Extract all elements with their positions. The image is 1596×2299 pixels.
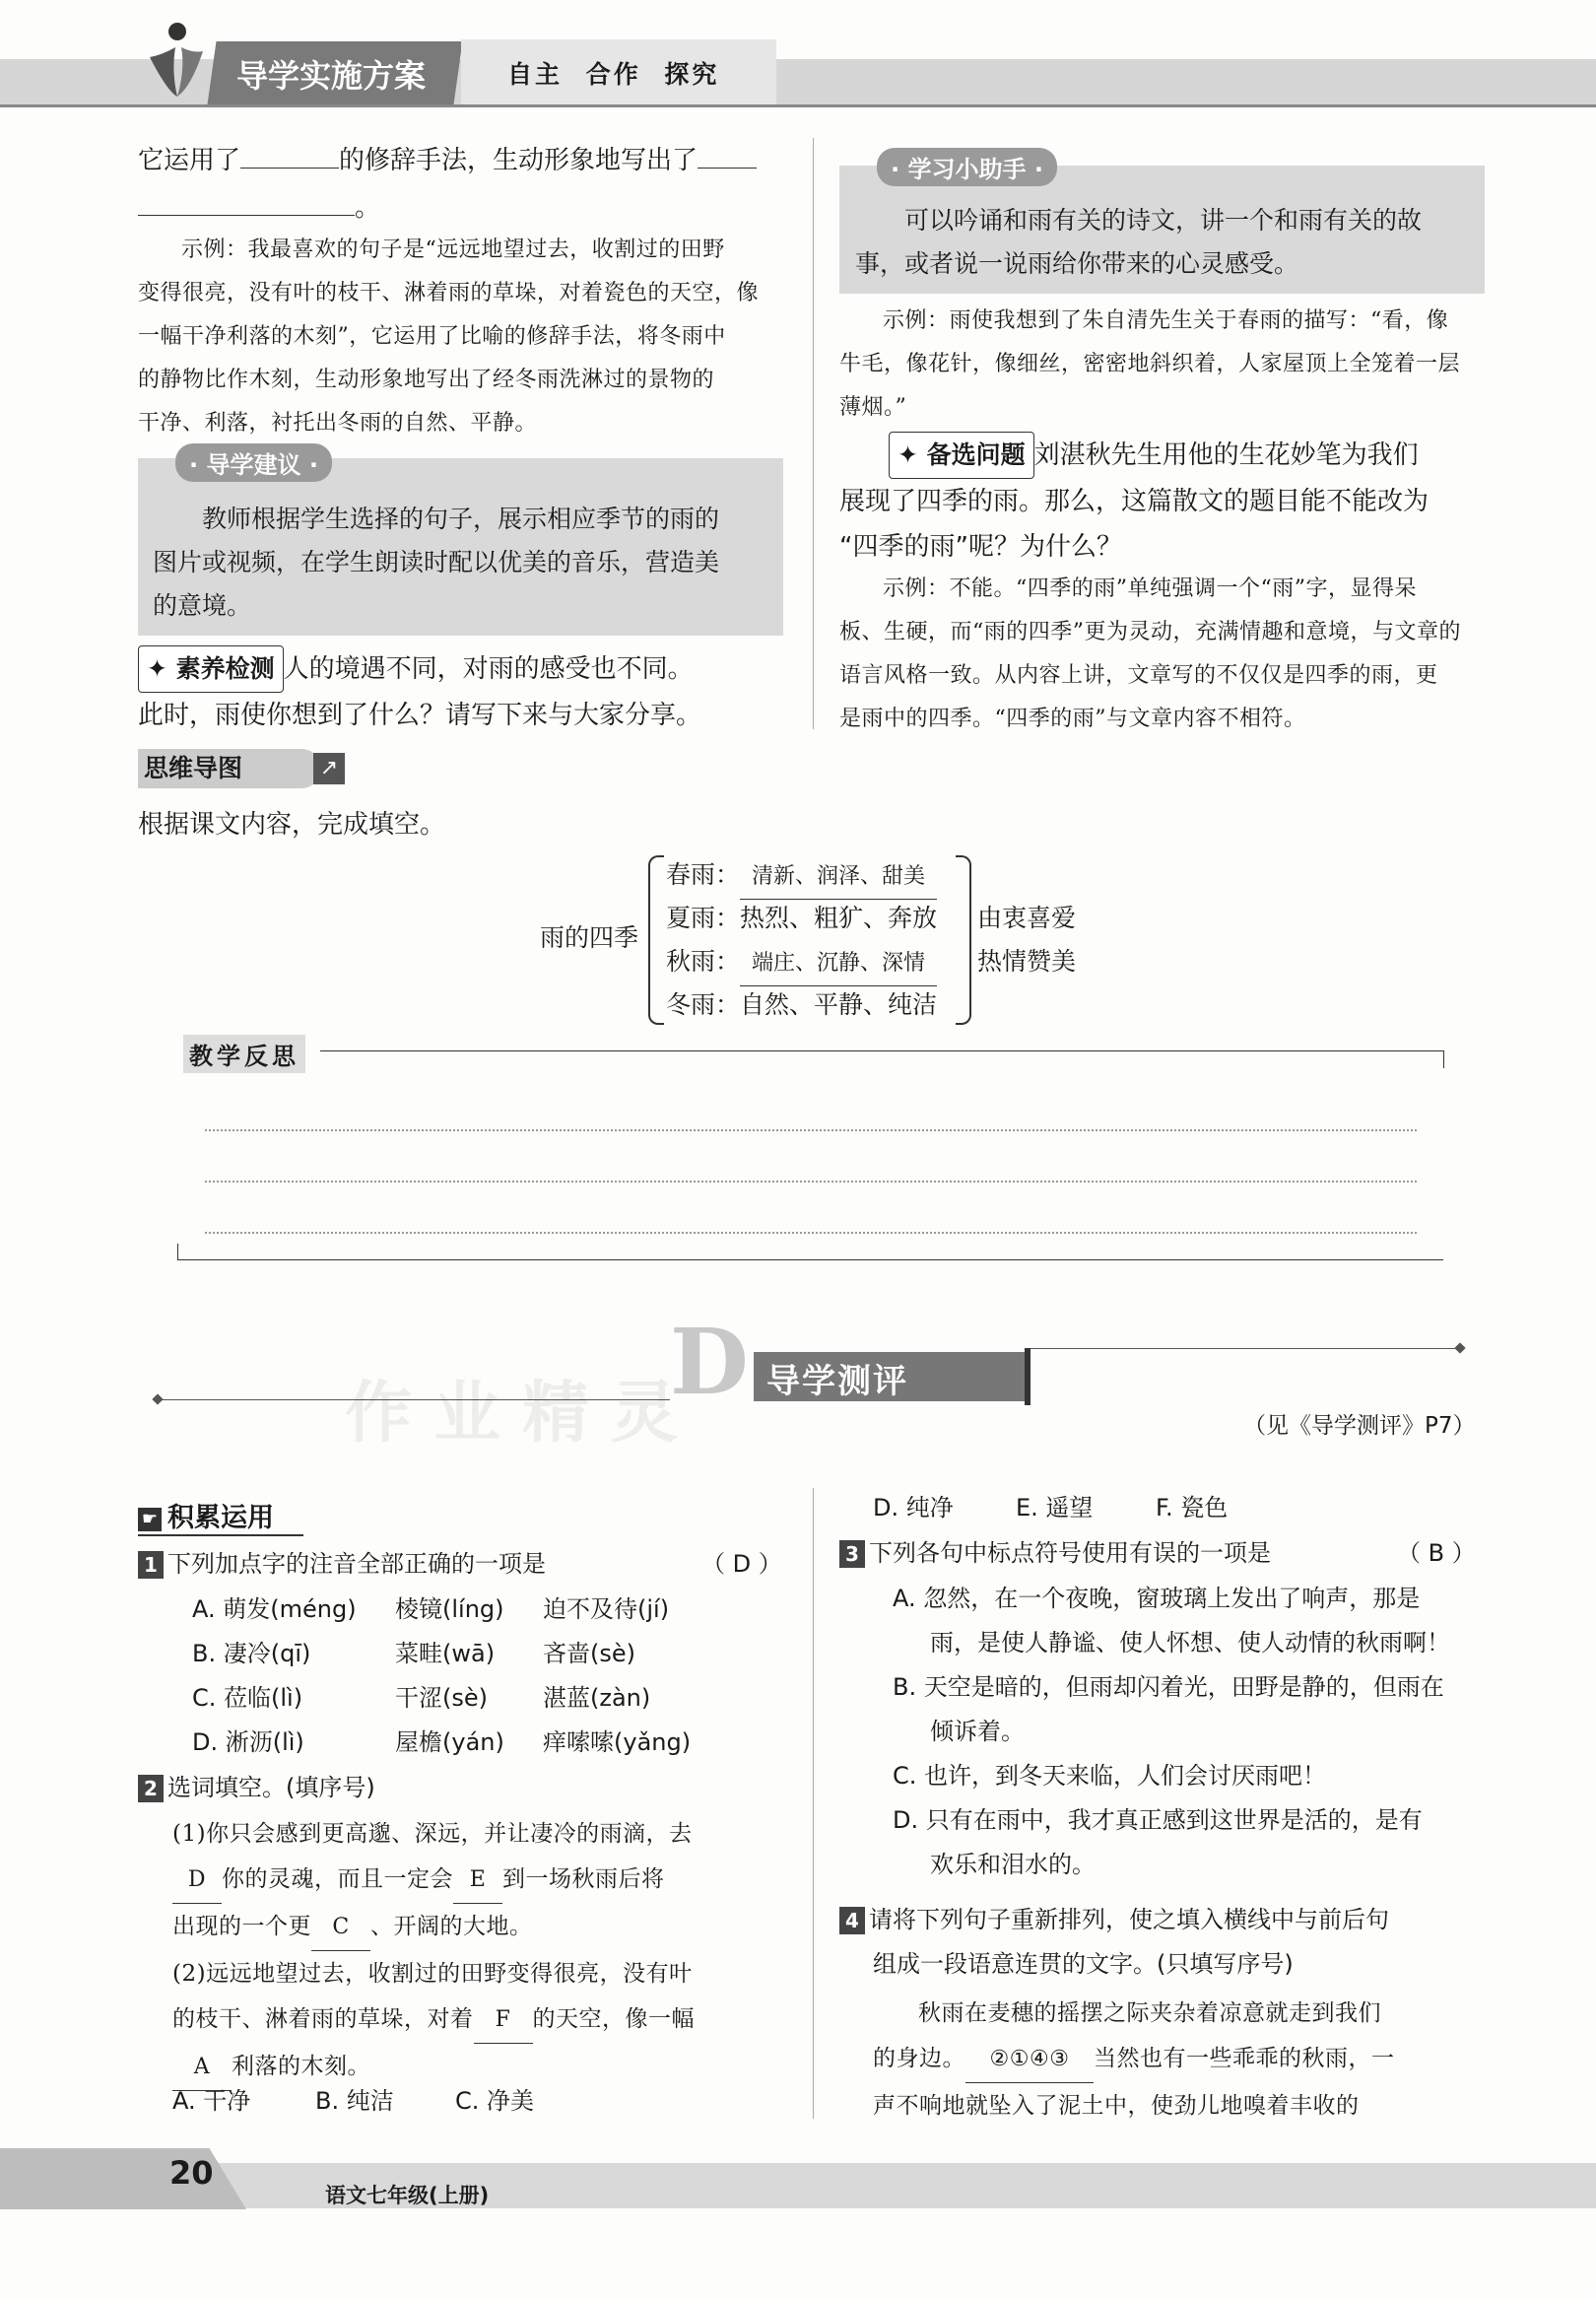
- reflection-line-2: [205, 1181, 1417, 1183]
- q3-options[interactable]: A. 忽然，在一个夜晚，窗玻璃上发出了响声，那是 雨，是使人静谧、使人怀想、使人动情的秋雨啊！ B. 天空是暗的，但雨却闪着光，田野是静的，但雨在 倾诉着。 C. 也许，到冬天来临，人们会讨厌雨吧！ D. 只有在雨中，我才真正感到这世界是活的，是有 欢乐和泪水的。: [893, 1585, 1450, 1878]
- mind-map-summer: 夏雨：热烈、粗犷、奔放: [666, 904, 938, 932]
- section-d-letter: D: [670, 1309, 749, 1415]
- watermark: 作业精灵: [345, 1375, 700, 1453]
- alt-question-answer: 示例：不能。“四季的雨”单纯强调一个“雨”字，显得呆 板、生硬，而“雨的四季”更为灵动，充满情趣和意境，与文章的 语言风格一致。从内容上讲，文章写的不仅仅是四季的雨，更 是雨中的四季。“四季的雨”与文章内容不相符。: [839, 576, 1461, 731]
- mind-map-right-brace: [956, 855, 971, 1025]
- column-divider-bottom: [813, 1488, 814, 2119]
- q3-number: 3: [839, 1540, 865, 1568]
- mind-map-root: 雨的四季: [540, 923, 639, 952]
- q4-stem: 4 请将下列句子重新排列，使之填入横线中与前后句 组成一段语意连贯的文字。(只填写序号): [839, 1898, 1499, 1987]
- pointer-icon: ☛: [138, 1508, 162, 1531]
- literacy-check: ✦ 素养检测 人的境遇不同，对雨的感受也不同。 此时，雨使你想到了什么？请写下来与大家分享。: [138, 645, 808, 738]
- section-d-dot-right: [1454, 1342, 1465, 1353]
- left-example: 示例：我最喜欢的句子是“远远地望过去，收割过的田野 变得很亮，没有叶的枝干、淋着雨的草垛，对着瓷色的天空，像 一幅干净利落的木刻”，它运用了比喻的修辞手法，将冬雨中 的静物比作木刻，生动形象地写出了经冬雨洗淋过的景物的 干净、利落，衬托出冬雨的自然、平静。: [138, 237, 760, 436]
- guide-suggestion-label: · 导学建议 ·: [175, 443, 332, 482]
- mind-map-instruction: 根据课文内容，完成填空。: [138, 810, 446, 840]
- section-d-title: 导学测评: [766, 1362, 908, 1401]
- mind-map-winter: 冬雨：自然、平静、纯洁: [666, 990, 938, 1019]
- helper-example: 示例：雨使我想到了朱自清先生关于春雨的描写：“看，像 牛毛，像花针，像细丝，密密地斜织着，人家屋顶上全笼着一层 薄烟。”: [839, 308, 1461, 420]
- guide-suggestion-text: 教师根据学生选择的句子，展示相应季节的雨的 图片或视频，在学生朗读时配以优美的音乐，营造美 的意境。: [153, 505, 720, 620]
- q2-stem: 2 选词填空。(填序号): [138, 1766, 375, 1810]
- q1-option-b[interactable]: B. 凄冷(qī) 菜畦(wā) 吝啬(sè): [192, 1640, 635, 1667]
- q1-answer: （ D ）: [701, 1550, 782, 1578]
- column-divider-top: [813, 138, 814, 729]
- reflection-label: 教学反思: [183, 1035, 305, 1073]
- literacy-check-label: ✦ 素养检测: [138, 645, 284, 693]
- q1-option-d[interactable]: D. 淅沥(lì) 屋檐(yán) 痒嗦嗦(yǎng): [192, 1728, 692, 1756]
- q1-number: 1: [138, 1551, 164, 1579]
- q4-number: 4: [839, 1907, 865, 1934]
- alt-question-label: ✦ 备选问题: [889, 432, 1034, 479]
- mind-map-arrow-icon: ↗: [313, 753, 345, 784]
- helper-label: · 学习小助手 ·: [877, 148, 1057, 186]
- accumulate-label: ☛ 积累运用: [138, 1496, 303, 1536]
- reflection-bottom-line: [177, 1259, 1443, 1260]
- header-tags: 自主 合作 探究: [507, 60, 720, 89]
- q1-option-c[interactable]: C. 莅临(lì) 干涩(sè) 湛蓝(zàn): [192, 1684, 651, 1712]
- q2-part1: (1)你只会感到更高邈、深远，并让凄冷的雨滴，去 D 你的灵魂，而且一定会 E 到一场秋雨后将 出现的一个更 C 、开阔的大地。 (2)远远地望过去，收割过的田野变得很亮，没有叶 的枝干、淋着雨的草垛，对着 F 的天空，像一幅 A 利落的木刻。: [172, 1811, 803, 2091]
- reflection-line-1: [205, 1129, 1417, 1131]
- q4-answer: ②①④③: [965, 2037, 1094, 2083]
- mind-map-autumn: 秋雨： 端庄、沉静、深情: [666, 940, 937, 986]
- mind-map-spring: 春雨： 清新、润泽、甜美: [666, 853, 937, 900]
- mind-map-label: 思维导图: [138, 749, 321, 788]
- reflection-right-tick: [1443, 1050, 1444, 1068]
- q2-options-1: A. 干净 B. 纯洁 C. 净美: [172, 2087, 535, 2115]
- left-top-line2: 。: [138, 185, 380, 231]
- mind-map-left-brace: [648, 855, 664, 1025]
- q4-text: 秋雨在麦穗的摇摆之际夹杂着凉意就走到我们 的身边。 ②①④③ 当然也有一些乖乖的秋雨，一 声不响地就坠入了泥土中，使劲儿地嗅着丰收的: [873, 2000, 1395, 2119]
- q3-answer: （ B ）: [1397, 1539, 1476, 1567]
- footer-book: 语文七年级(上册): [325, 2184, 490, 2207]
- alt-question: ✦ 备选问题 刘湛秋先生用他的生花妙笔为我们 展现了四季的雨。那么，这篇散文的题目能不能改为 “四季的雨”呢？为什么？: [839, 432, 1499, 570]
- helper-text: 可以吟诵和雨有关的诗文，讲一个和雨有关的故 事，或者说一说雨给你带来的心灵感受。: [855, 206, 1423, 278]
- reflection-top-line: [320, 1050, 1443, 1051]
- section-d-dot-left: [152, 1393, 163, 1404]
- q2-number: 2: [138, 1775, 164, 1802]
- reflection-line-3: [205, 1232, 1417, 1234]
- q1-option-a[interactable]: A. 萌发(méng) 棱镜(líng) 迫不及待(jí): [192, 1595, 670, 1623]
- section-d-title-edge: [1025, 1348, 1031, 1405]
- footer-page-number: 20: [169, 2154, 214, 2192]
- reflection-left-tick: [177, 1244, 178, 1259]
- logo-icon: [138, 18, 217, 97]
- mind-map-feeling-1: 由衷喜爱: [977, 904, 1077, 932]
- q1-stem: 1 下列加点字的注音全部正确的一项是: [138, 1542, 788, 1587]
- header-title: 导学实施方案: [236, 57, 427, 95]
- mind-map-feeling-2: 热情赞美: [977, 947, 1077, 976]
- q3-stem: 3 下列各句中标点符号使用有误的一项是: [839, 1531, 1271, 1576]
- section-d-ref: （见《导学测评》P7）: [1243, 1413, 1476, 1439]
- left-top-line1: 它运用了 的修辞手法，生动形象地写出了: [138, 138, 788, 183]
- section-d-line-right: [1025, 1348, 1458, 1349]
- q2-options-2: D. 纯净 E. 遥望 F. 瓷色: [873, 1494, 1229, 1521]
